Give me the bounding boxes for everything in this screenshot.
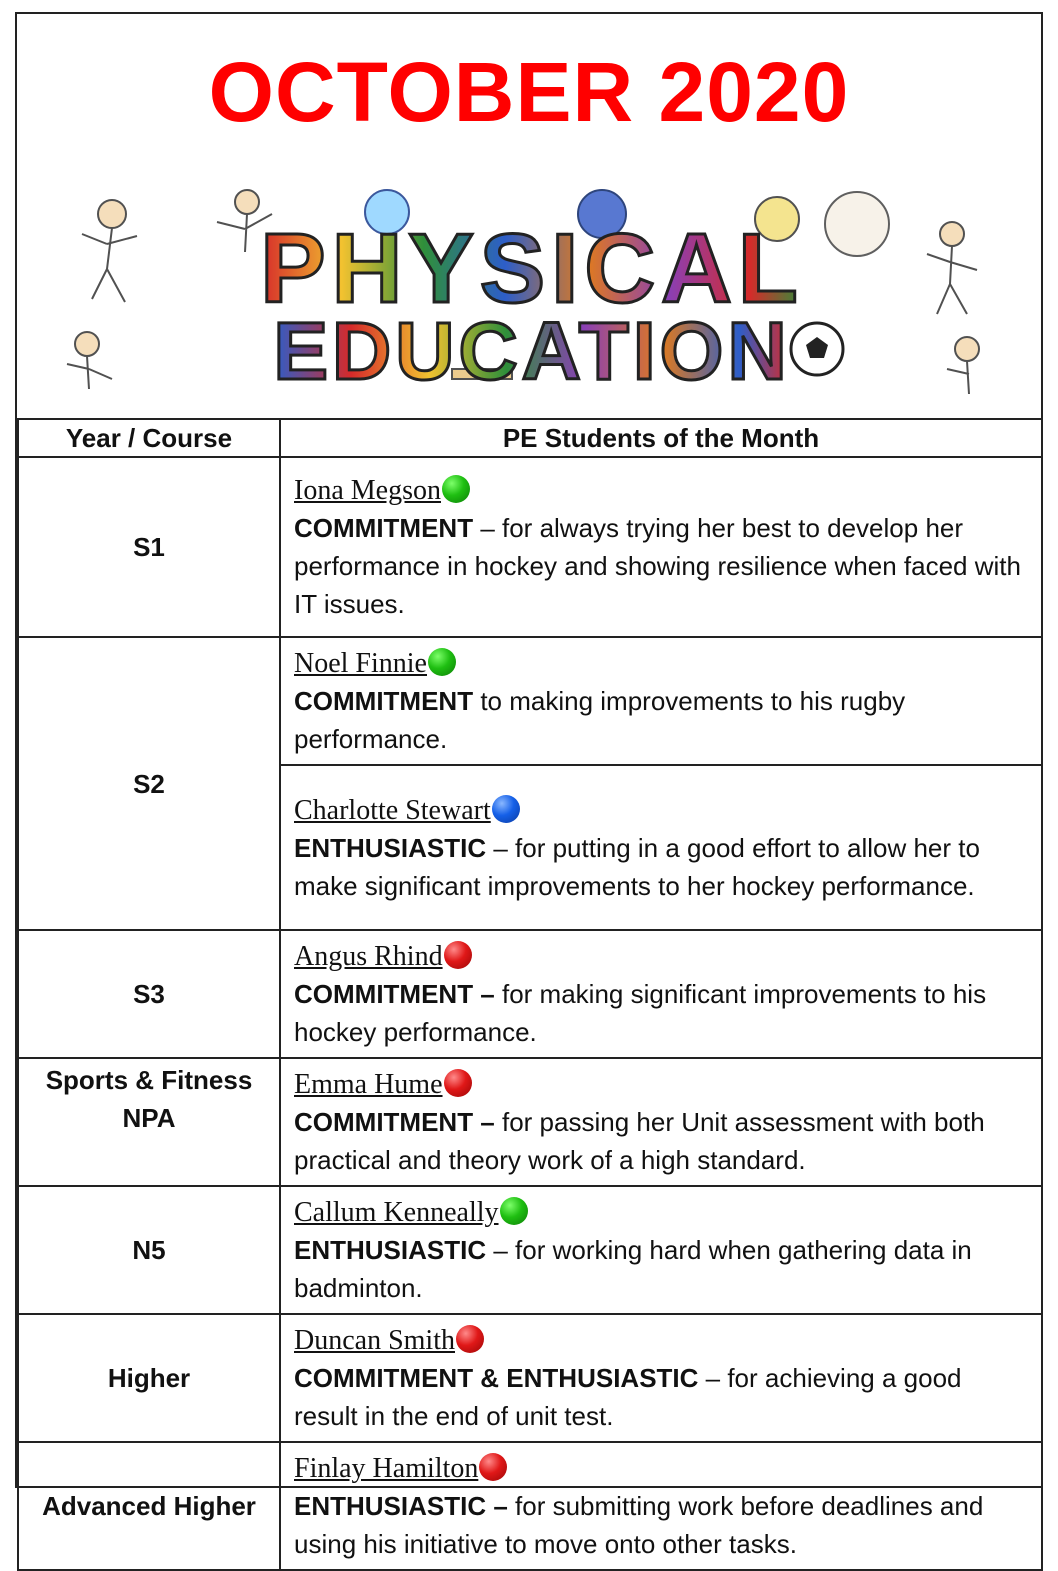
student-name: Charlotte Stewart bbox=[294, 794, 491, 826]
award-quality: ENTHUSIASTIC – bbox=[294, 1491, 508, 1521]
table-header-row bbox=[18, 419, 1042, 457]
table-row bbox=[18, 1314, 1042, 1442]
award-quality: COMMITMENT – bbox=[294, 979, 495, 1009]
status-dot-icon bbox=[479, 1453, 507, 1481]
award-description bbox=[294, 1359, 1031, 1435]
award-description bbox=[294, 682, 1031, 758]
year-course-cell: Advanced Higher bbox=[18, 1442, 280, 1570]
award-quality: ENTHUSIASTIC bbox=[294, 1235, 487, 1265]
award-cell bbox=[280, 1442, 1042, 1570]
table-row bbox=[18, 1058, 1042, 1186]
year-course-cell: N5 bbox=[18, 1186, 280, 1314]
year-course-cell: S1 bbox=[18, 457, 280, 637]
page-title: OCTOBER 2020 bbox=[208, 45, 850, 139]
status-dot-icon bbox=[444, 1069, 472, 1097]
year-course-cell: S3 bbox=[18, 930, 280, 1058]
award-reason: – for putting in a good effort to allow her to make significant improvements to her hockey performance. bbox=[294, 832, 980, 901]
award-cell bbox=[280, 765, 1042, 930]
award-description bbox=[294, 1231, 1031, 1307]
table-row bbox=[18, 1186, 1042, 1314]
header-students: PE Students of the Month bbox=[280, 419, 1042, 457]
award-reason: – for working hard when gathering data in badminton. bbox=[294, 1235, 972, 1303]
table-row bbox=[18, 457, 1042, 637]
table-row bbox=[18, 930, 1042, 1058]
award-quality: COMMITMENT – bbox=[294, 1107, 495, 1137]
status-dot-icon bbox=[456, 1325, 484, 1353]
table-row bbox=[18, 637, 1042, 765]
student-name: Callum Kenneally bbox=[294, 1197, 499, 1228]
award-cell bbox=[280, 1058, 1042, 1186]
soccer-ball-icon bbox=[791, 323, 843, 375]
award-cell bbox=[280, 930, 1042, 1058]
award-description bbox=[294, 829, 1031, 905]
award-quality: ENTHUSIASTIC bbox=[294, 832, 487, 863]
header-year-course: Year / Course bbox=[18, 419, 280, 457]
page-frame bbox=[15, 12, 1043, 1559]
award-reason: – for always trying her best to develop her performance in hockey and showing resilience when faced with IT issues. bbox=[294, 513, 1021, 619]
award-reason: to making improvements to his rugby performance. bbox=[294, 686, 906, 754]
award-description bbox=[294, 1103, 1031, 1179]
award-description bbox=[294, 975, 1031, 1051]
student-name: Finlay Hamilton bbox=[294, 1453, 479, 1484]
svg-text:PHYSICAL: PHYSICAL bbox=[260, 213, 804, 323]
award-reason: for making significant improvements to his hockey performance. bbox=[294, 979, 987, 1047]
year-course-cell: Higher bbox=[18, 1314, 280, 1442]
year-course-cell: Sports & Fitness NPA bbox=[18, 1058, 280, 1186]
award-description bbox=[294, 1487, 1031, 1563]
award-description bbox=[294, 509, 1031, 623]
award-reason: for passing her Unit assessment with both practical and theory work of a high standard. bbox=[294, 1107, 985, 1175]
award-cell bbox=[280, 637, 1042, 765]
award-cell bbox=[280, 1186, 1042, 1314]
award-reason: – for achieving a good result in the end of unit test. bbox=[294, 1363, 962, 1431]
students-of-month-table bbox=[17, 418, 1043, 1571]
student-name: Duncan Smith bbox=[294, 1325, 455, 1356]
physical-education-banner-image bbox=[57, 174, 1007, 409]
student-name: Emma Hume bbox=[294, 1069, 443, 1100]
table-row bbox=[18, 1442, 1042, 1570]
student-name: Noel Finnie bbox=[294, 648, 427, 679]
student-name: Angus Rhind bbox=[294, 941, 443, 972]
svg-text:EDUCATION: EDUCATION bbox=[273, 306, 791, 397]
student-name: Iona Megson bbox=[294, 475, 441, 506]
year-course-cell: S2 bbox=[18, 637, 280, 930]
award-quality: COMMITMENT & ENTHUSIASTIC bbox=[294, 1363, 699, 1393]
award-cell bbox=[280, 1314, 1042, 1442]
award-cell bbox=[280, 457, 1042, 637]
status-dot-icon bbox=[428, 648, 456, 676]
award-quality: COMMITMENT bbox=[294, 686, 474, 716]
award-reason: for submitting work before deadlines and using his initiative to move onto other tasks. bbox=[294, 1491, 984, 1559]
status-dot-icon bbox=[492, 795, 520, 823]
award-quality: COMMITMENT bbox=[294, 513, 474, 543]
status-dot-icon bbox=[500, 1197, 528, 1225]
status-dot-icon bbox=[442, 475, 470, 503]
status-dot-icon bbox=[444, 941, 472, 969]
